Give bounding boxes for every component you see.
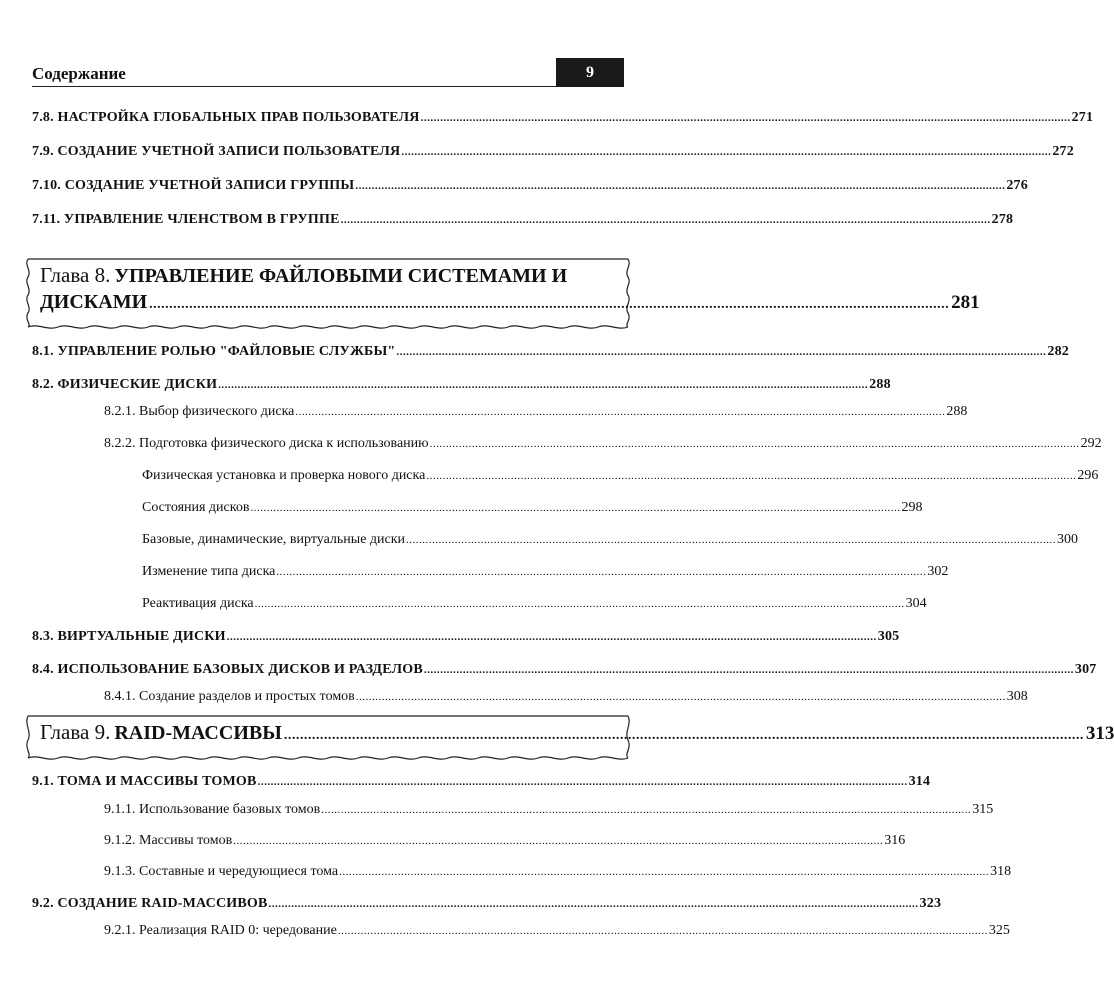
toc-entry-title: 8.4. ИСПОЛЬЗОВАНИЕ БАЗОВЫХ ДИСКОВ И РАЗДЕЛОВ xyxy=(32,662,423,677)
toc-entry-title: Реактивация диска xyxy=(142,596,254,611)
toc-entry-page: 288 xyxy=(946,404,968,419)
toc-leader-dots: ........................................................................................................................................................................................................ xyxy=(355,180,1006,192)
toc-leader-dots: ........................................................................................................................................................................................................ xyxy=(339,866,990,878)
toc-entry-page: 315 xyxy=(972,802,994,817)
running-header xyxy=(32,58,624,88)
toc-entry-8-2-1 xyxy=(104,404,968,420)
toc-leader-dots: ........................................................................................................................................................................................................ xyxy=(254,598,905,610)
toc-entry-9-2 xyxy=(32,896,942,912)
toc-entry-title: 8.1. УПРАВЛЕНИЕ РОЛЬЮ "ФАЙЛОВЫЕ СЛУЖБЫ" xyxy=(32,344,396,359)
toc-entry-8-3 xyxy=(32,629,900,645)
toc-entry-disk-states xyxy=(142,500,923,516)
page-number-tab xyxy=(556,58,624,87)
toc-entry-8-4 xyxy=(32,662,1097,678)
toc-entry-title: 7.9. СОЗДАНИЕ УЧЕТНОЙ ЗАПИСИ ПОЛЬЗОВАТЕЛЯ xyxy=(32,144,401,159)
toc-leader-dots: ........................................................................................................................................................................................................ xyxy=(276,566,927,578)
toc-entry-title: Базовые, динамические, виртуальные диски xyxy=(142,532,406,547)
toc-leader-dots: ........................................................................................................................................................................................................ xyxy=(321,804,972,816)
toc-leader-dots: ........................................................................................................................................................................................................ xyxy=(257,776,908,788)
toc-entry-title: 9.1. ТОМА И МАССИВЫ ТОМОВ xyxy=(32,774,257,789)
toc-entry-title: 9.2. СОЗДАНИЕ RAID-МАССИВОВ xyxy=(32,896,268,911)
toc-entry-page: 288 xyxy=(869,377,891,392)
toc-entry-7-9 xyxy=(32,144,1074,160)
toc-entry-page: 276 xyxy=(1006,178,1028,193)
toc-leader-dots: ........................................................................................................................................................................................................ xyxy=(396,346,1047,358)
toc-leader-dots: ........................................................................................................................................................................................................ xyxy=(426,470,1077,482)
toc-entry-title: 7.11. УПРАВЛЕНИЕ ЧЛЕНСТВОМ В ГРУППЕ xyxy=(32,212,340,227)
toc-entry-disk-types xyxy=(142,532,1079,548)
toc-entry-title: 9.2.1. Реализация RAID 0: чередование xyxy=(104,923,337,938)
toc-leader-dots: ........................................................................................................................................................................................................ xyxy=(226,631,877,643)
toc-entry-page: 271 xyxy=(1071,110,1094,125)
toc-entry-title: 8.4.1. Создание разделов и простых томов xyxy=(104,689,355,704)
toc-leader-dots: ........................................................................................................................................................................................................ xyxy=(337,925,988,937)
toc-entry-title: 8.2.1. Выбор физического диска xyxy=(104,404,295,419)
toc-leader-dots: ........................................................................................................................................................................................................ xyxy=(355,691,1006,703)
toc-leader-dots: ........................................................................................................................................................................................................ xyxy=(268,898,919,910)
toc-entry-8-2 xyxy=(32,377,891,393)
toc-entry-page: 298 xyxy=(901,500,923,515)
toc-entry-page: 300 xyxy=(1057,532,1079,547)
toc-leader-dots: ........................................................................................................................................................................................................ xyxy=(401,146,1052,158)
toc-entry-page: 292 xyxy=(1080,436,1102,451)
toc-entry-page: 302 xyxy=(927,564,949,579)
toc-entry-title: 8.3. ВИРТУАЛЬНЫЕ ДИСКИ xyxy=(32,629,226,644)
toc-entry-page: 316 xyxy=(884,833,906,848)
toc-leader-dots: ........................................................................................................................................................................................................ xyxy=(340,214,991,226)
page-number: 9 xyxy=(586,64,594,81)
toc-entry-title: 8.2.2. Подготовка физического диска к использованию xyxy=(104,436,429,451)
toc-leader-dots: ........................................................................................................................................................................................................ xyxy=(283,728,1084,743)
chapter-page: 281 xyxy=(951,292,980,313)
toc-entry-change-disk-type xyxy=(142,564,949,580)
toc-entry-page: 323 xyxy=(919,896,942,911)
toc-entry-page: 304 xyxy=(905,596,927,611)
toc-entry-title: 7.10. СОЗДАНИЕ УЧЕТНОЙ ЗАПИСИ ГРУППЫ xyxy=(32,178,355,193)
toc-entry-title: Изменение типа диска xyxy=(142,564,276,579)
chapter-8-line2 xyxy=(40,291,980,314)
toc-entry-title: 9.1.2. Массивы томов xyxy=(104,833,233,848)
toc-entry-page: 278 xyxy=(991,212,1014,227)
toc-entry-page: 272 xyxy=(1052,144,1074,159)
toc-entry-title: Состояния дисков xyxy=(142,500,250,515)
chapter-title: УПРАВЛЕНИЕ ФАЙЛОВЫМИ СИСТЕМАМИ И xyxy=(114,265,568,287)
toc-entry-9-2-1 xyxy=(104,923,1010,939)
chapter-8-line1 xyxy=(40,263,604,288)
toc-entry-page: 307 xyxy=(1074,662,1097,677)
chapter-page: 313 xyxy=(1085,723,1114,744)
toc-entry-page: 325 xyxy=(988,923,1010,938)
toc-entry-title: 9.1.1. Использование базовых томов xyxy=(104,802,321,817)
chapter-label: Глава 9. xyxy=(40,720,111,744)
toc-entry-page: 318 xyxy=(990,864,1012,879)
toc-entry-7-11 xyxy=(32,212,1014,228)
toc-entry-title: Физическая установка и проверка нового диска xyxy=(142,468,426,483)
toc-entry-physical-install xyxy=(142,468,1099,484)
chapter-8-heading xyxy=(22,255,980,331)
toc-leader-dots: ........................................................................................................................................................................................................ xyxy=(423,664,1074,676)
toc-entry-page: 282 xyxy=(1047,344,1069,359)
toc-leader-dots: ........................................................................................................................................................................................................ xyxy=(406,534,1057,546)
toc-leader-dots: ........................................................................................................................................................................................................ xyxy=(218,379,869,391)
chapter-9-heading xyxy=(22,712,1114,762)
toc-entry-title: 9.1.3. Составные и чередующиеся тома xyxy=(104,864,339,879)
toc-leader-dots: ........................................................................................................................................................................................................ xyxy=(295,406,946,418)
toc-entry-8-2-2 xyxy=(104,436,1102,452)
toc-leader-dots: ........................................................................................................................................................................................................ xyxy=(429,438,1080,450)
toc-entry-title: 7.8. НАСТРОЙКА ГЛОБАЛЬНЫХ ПРАВ ПОЛЬЗОВАТЕЛЯ xyxy=(32,110,420,125)
toc-leader-dots: ........................................................................................................................................................................................................ xyxy=(233,835,884,847)
toc-entry-title: 8.2. ФИЗИЧЕСКИЕ ДИСКИ xyxy=(32,377,218,392)
toc-leader-dots: ........................................................................................................................................................................................................ xyxy=(250,502,901,514)
toc-entry-7-10 xyxy=(32,178,1028,194)
chapter-title: RAID-МАССИВЫ xyxy=(114,722,282,744)
chapter-label: Глава 8. xyxy=(40,263,111,287)
toc-entry-8-1 xyxy=(32,344,1069,360)
toc-entry-7-8 xyxy=(32,110,1094,126)
toc-entry-disk-reactivation xyxy=(142,596,927,612)
toc-leader-dots: ........................................................................................................................................................................................................ xyxy=(420,112,1071,124)
toc-entry-page: 296 xyxy=(1077,468,1099,483)
toc-entry-9-1-3 xyxy=(104,864,1012,880)
chapter-title-cont: ДИСКАМИ xyxy=(40,291,148,313)
chapter-9-line xyxy=(40,720,1114,745)
toc-entry-8-4-1 xyxy=(104,689,1028,705)
header-title: Содержание xyxy=(32,64,126,83)
toc-entry-9-1-1 xyxy=(104,802,994,818)
toc-entry-page: 308 xyxy=(1006,689,1028,704)
toc-entry-page: 314 xyxy=(908,774,931,789)
toc-leader-dots: ........................................................................................................................................................................................................ xyxy=(149,297,950,312)
toc-entry-9-1-2 xyxy=(104,833,906,849)
header-rule xyxy=(32,86,624,87)
toc-entry-9-1 xyxy=(32,774,931,790)
toc-entry-page: 305 xyxy=(877,629,900,644)
